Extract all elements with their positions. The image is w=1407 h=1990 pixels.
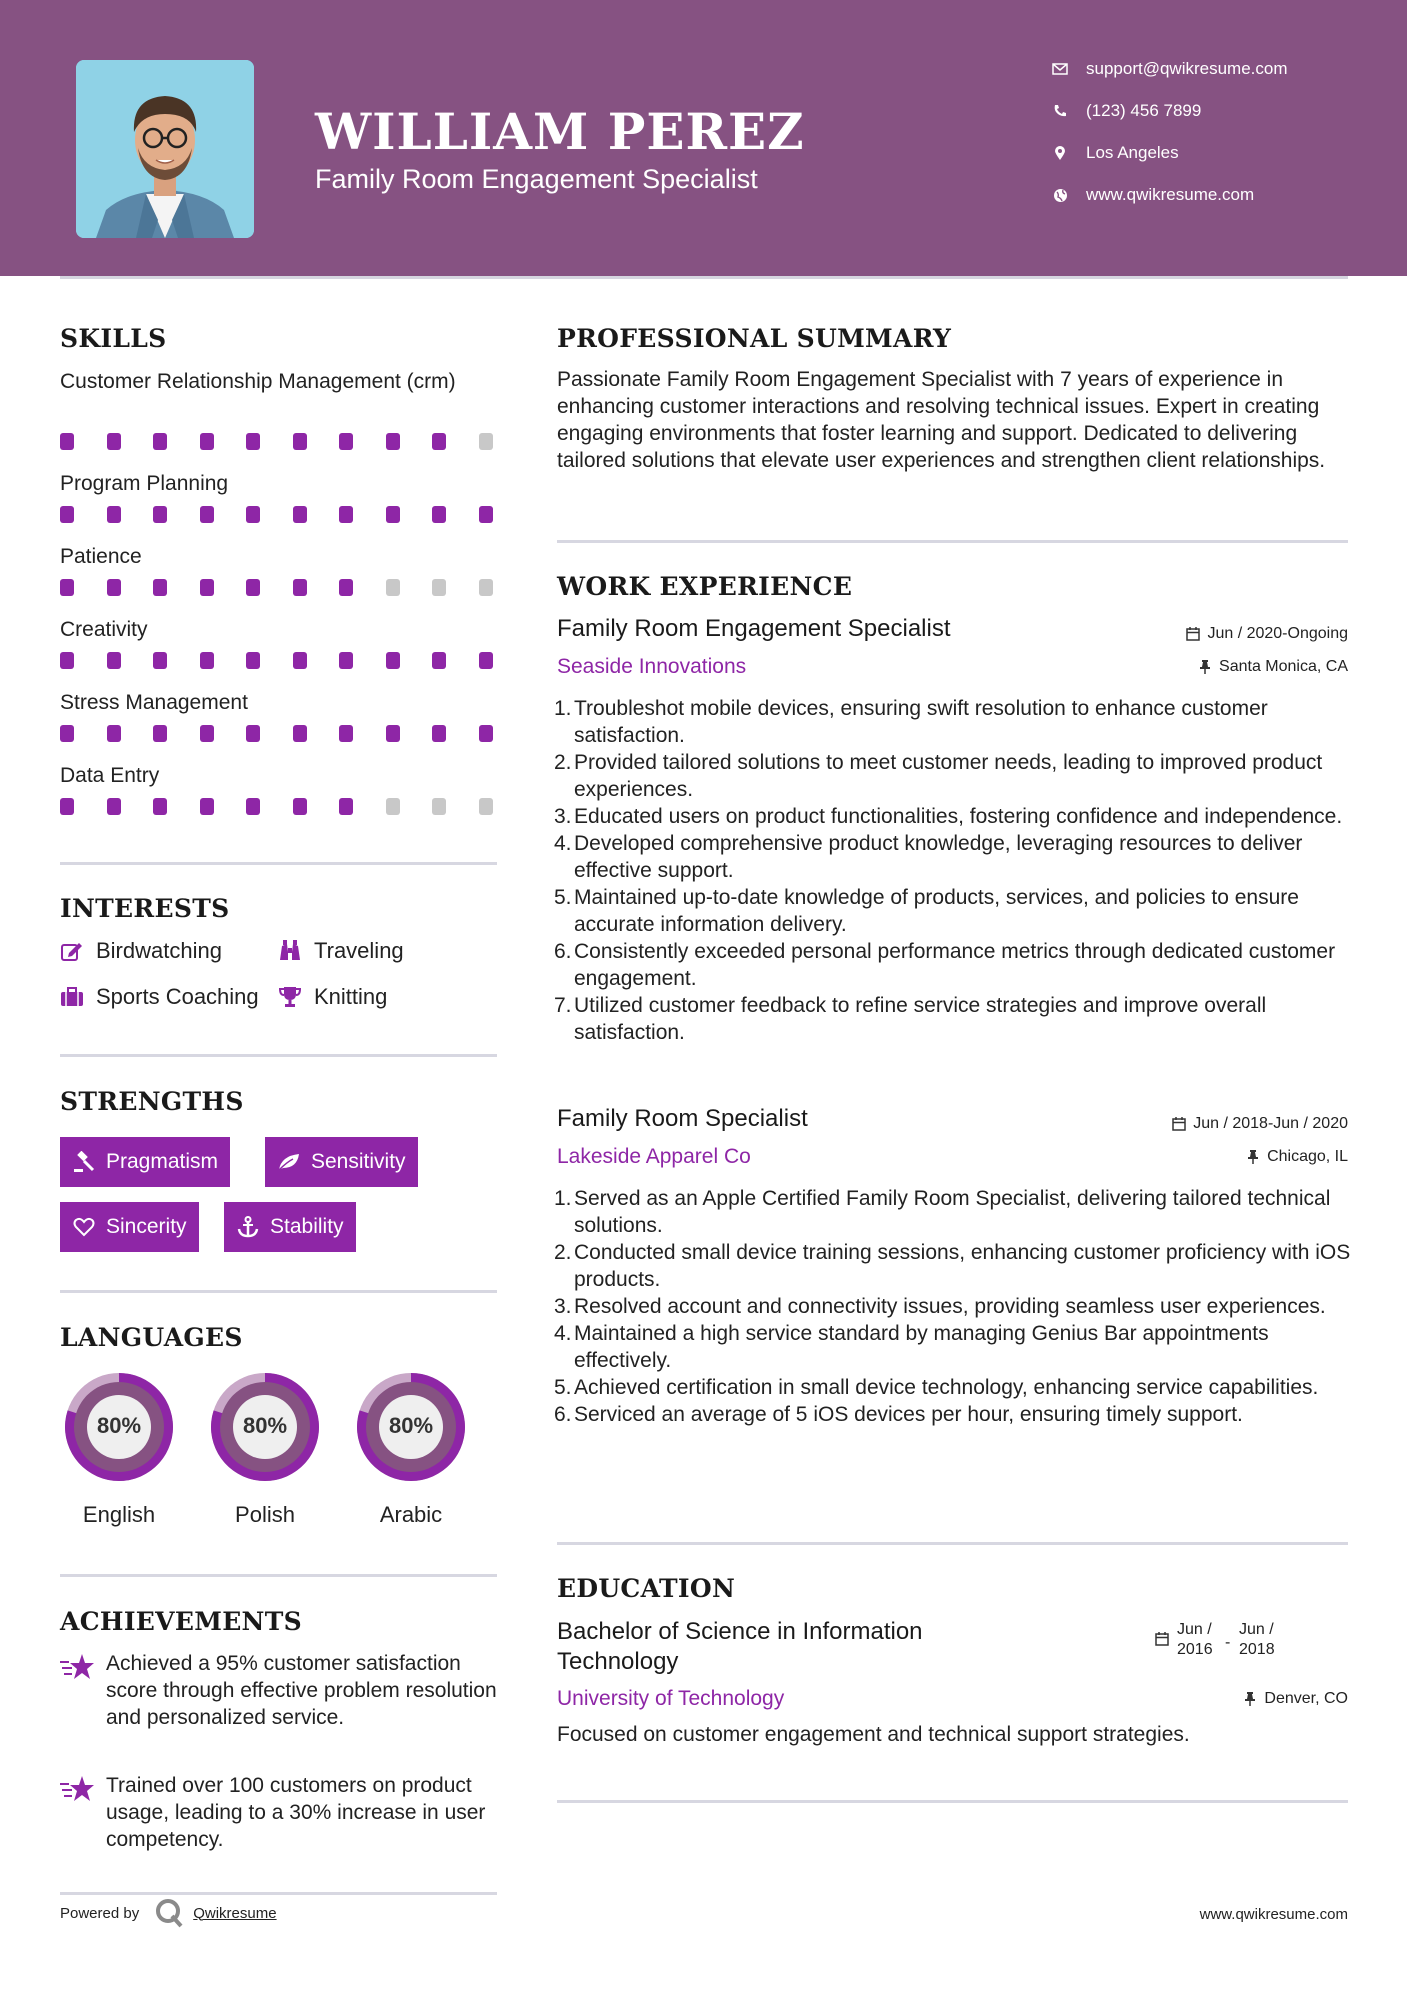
job-bullet	[554, 1320, 1354, 1374]
job-dates-text: Jun / 2020-Ongoing	[1207, 625, 1348, 642]
heart-icon	[72, 1215, 96, 1239]
rating-dot-filled	[153, 652, 167, 669]
language-gauge	[349, 1365, 473, 1494]
rating-dot-filled	[107, 725, 121, 742]
job-bullet	[554, 1374, 1354, 1401]
footer-powered-by	[60, 1898, 277, 1928]
phone-icon	[1050, 101, 1070, 121]
bullet-number: 3.	[554, 805, 572, 828]
job-dates	[1171, 1115, 1348, 1133]
bullet-text: Troubleshot mobile devices, ensuring swift resolution to enhance customer satisfaction.	[574, 697, 1268, 747]
candidate-role: Family Room Engagement Specialist	[315, 164, 758, 194]
rating-dot-filled	[386, 652, 400, 669]
strength-tag	[60, 1202, 199, 1252]
job-bullet	[554, 938, 1354, 992]
bullet-number: 6.	[554, 1403, 572, 1426]
rating-dot-filled	[153, 798, 167, 815]
rating-dot-filled	[107, 798, 121, 815]
language-label: Polish	[235, 1502, 295, 1527]
rating-dot-filled	[200, 579, 214, 596]
calendar-icon	[1155, 1632, 1177, 1660]
rating-dot-filled	[246, 433, 260, 450]
rating-dot-empty	[479, 798, 493, 815]
language-percent: 80%	[96, 1413, 142, 1438]
rating-dot-filled	[200, 506, 214, 523]
summary-title: PROFESSIONAL SUMMARY	[557, 324, 952, 353]
rating-dot-filled	[60, 579, 74, 596]
bullet-number: 4.	[554, 1322, 572, 1345]
education-start: Jun / 2016	[1177, 1621, 1213, 1658]
skill-rating	[60, 652, 525, 669]
bullet-text: Resolved account and connectivity issues, providing seamless user experiences.	[574, 1295, 1326, 1318]
skill-label: Creativity	[60, 618, 148, 641]
rating-dot-empty	[386, 798, 400, 815]
job-bullet	[554, 1185, 1354, 1239]
summary-text: Passionate Family Room Engagement Specialist with 7 years of experience in enhancing customer interactions and resolving technical issues. Expert in creating engaging environments that foster learning and support. Dedicated to delivering tailored solutions that elevate user experiences and strengthen client relationships.	[557, 368, 1326, 472]
contact-phone-text: (123) 456 7899	[1086, 101, 1202, 120]
rating-dot-filled	[479, 725, 493, 742]
rating-dot-filled	[339, 579, 353, 596]
contact-website-text: www.qwikresume.com	[1086, 185, 1255, 204]
rating-dot-filled	[153, 725, 167, 742]
globe-icon	[1050, 185, 1070, 205]
achievement-text: Trained over 100 customers on product usage, leading to a 30% increase in user competency.	[106, 1774, 486, 1851]
contact-phone[interactable]	[1050, 96, 1201, 126]
job-location	[1245, 1148, 1348, 1166]
rating-dot-filled	[293, 506, 307, 523]
job-bullet	[554, 695, 1354, 749]
rating-dot-filled	[479, 652, 493, 669]
interest-label: Traveling	[314, 938, 404, 963]
rating-dot-filled	[60, 506, 74, 523]
skill-rating	[60, 506, 525, 523]
rating-dot-filled	[153, 506, 167, 523]
job-bullet	[554, 992, 1354, 1046]
languages-title: LANGUAGES	[60, 1323, 243, 1352]
qwikresume-link[interactable]: Qwikresume	[193, 1904, 277, 1922]
language-gauge	[57, 1365, 181, 1494]
rating-dot-filled	[246, 506, 260, 523]
calendar-icon	[1171, 1116, 1187, 1132]
rating-dot-empty	[479, 433, 493, 450]
bullet-text: Consistently exceeded personal performance metrics through dedicated customer engagement.	[574, 940, 1336, 990]
job-title: Family Room Specialist	[557, 1105, 808, 1132]
job-bullets	[554, 695, 1354, 1046]
strength-tag	[265, 1137, 418, 1187]
rating-dot-filled	[339, 506, 353, 523]
job-bullet	[554, 830, 1354, 884]
rating-dot-filled	[153, 579, 167, 596]
language-label: English	[82, 1502, 156, 1527]
rating-dot-filled	[200, 652, 214, 669]
contact-email-text: support@qwikresume.com	[1086, 59, 1288, 78]
strength-tag	[60, 1137, 230, 1187]
interest-item	[60, 984, 259, 1010]
skill-label: Program Planning	[60, 472, 229, 495]
rating-dot-empty	[386, 579, 400, 596]
powered-by-text: Powered by	[60, 1904, 140, 1922]
contact-email[interactable]	[1050, 54, 1288, 84]
calendar-icon	[1185, 626, 1201, 642]
interest-label: Knitting	[314, 984, 388, 1009]
language-percent: 80%	[388, 1413, 434, 1438]
rating-dot-filled	[107, 579, 121, 596]
strength-label: Sensitivity	[311, 1150, 406, 1173]
gavel-icon	[72, 1150, 96, 1174]
rating-dot-filled	[339, 652, 353, 669]
language-percent: 80%	[242, 1413, 288, 1438]
envelope-icon	[1050, 59, 1070, 79]
pin-icon	[1197, 659, 1213, 675]
rating-dot-filled	[246, 725, 260, 742]
rating-dot-filled	[386, 725, 400, 742]
bullet-text: Provided tailored solutions to meet customer needs, leading to improved product experiences.	[574, 751, 1323, 801]
bullet-text: Utilized customer feedback to refine service strategies and improve overall satisfaction.	[574, 994, 1267, 1044]
rating-dot-filled	[200, 798, 214, 815]
job-bullet	[554, 1239, 1354, 1293]
achievement-item	[60, 1650, 500, 1731]
section-divider	[60, 1054, 497, 1057]
job-location-text: Chicago, IL	[1267, 1148, 1348, 1165]
rating-dot-filled	[200, 433, 214, 450]
bullet-number: 1.	[554, 1187, 572, 1210]
section-divider	[60, 1892, 497, 1895]
bullet-text: Served as an Apple Certified Family Room Specialist, delivering tailored technical solutions.	[574, 1187, 1331, 1237]
job-bullet	[554, 803, 1354, 830]
rating-dot-filled	[339, 433, 353, 450]
bullet-number: 2.	[554, 1241, 572, 1264]
rating-dot-filled	[386, 506, 400, 523]
rating-dot-filled	[432, 652, 446, 669]
job-dates-text: Jun / 2018-Jun / 2020	[1193, 1115, 1348, 1132]
school-name: University of Technology	[557, 1687, 785, 1710]
rating-dot-filled	[386, 433, 400, 450]
interest-label: Sports Coaching	[96, 984, 259, 1009]
rating-dot-filled	[200, 725, 214, 742]
language-gauge	[203, 1365, 327, 1494]
bullet-number: 1.	[554, 697, 572, 720]
star-icon	[60, 1652, 96, 1682]
education-location-text: Denver, CO	[1264, 1690, 1348, 1707]
education-dates	[1155, 1620, 1287, 1660]
interest-label: Birdwatching	[96, 938, 222, 963]
rating-dot-filled	[339, 725, 353, 742]
skill-rating	[60, 798, 525, 815]
rating-dot-filled	[432, 506, 446, 523]
section-divider	[557, 1800, 1348, 1803]
degree-title: Bachelor of Science in Information Technology	[557, 1618, 923, 1675]
pin-icon	[1245, 1149, 1261, 1165]
bullet-text: Serviced an average of 5 iOS devices per hour, ensuring timely support.	[574, 1403, 1243, 1426]
job-dates	[1185, 625, 1348, 643]
bullet-text: Maintained a high service standard by managing Genius Bar appointments effectively.	[574, 1322, 1269, 1372]
rating-dot-filled	[293, 725, 307, 742]
rating-dot-filled	[246, 798, 260, 815]
bullet-number: 5.	[554, 1376, 572, 1399]
date-separator: -	[1225, 1634, 1231, 1651]
education-title: EDUCATION	[557, 1574, 736, 1603]
rating-dot-filled	[432, 725, 446, 742]
anchor-icon	[236, 1215, 260, 1239]
rating-dot-filled	[60, 725, 74, 742]
job-bullets	[554, 1185, 1354, 1428]
section-divider	[60, 1290, 497, 1293]
rating-dot-filled	[153, 433, 167, 450]
job-title: Family Room Engagement Specialist	[557, 615, 951, 642]
skills-title: SKILLS	[60, 324, 167, 353]
job-location-text: Santa Monica, CA	[1219, 658, 1348, 675]
skill-label: Patience	[60, 545, 142, 568]
rating-dot-filled	[293, 433, 307, 450]
job-bullet	[554, 884, 1354, 938]
interest-item	[278, 984, 387, 1010]
rating-dot-filled	[339, 798, 353, 815]
bullet-number: 3.	[554, 1295, 572, 1318]
pencil-square-icon	[60, 939, 84, 963]
achievements-title: ACHIEVEMENTS	[60, 1607, 302, 1636]
education-description: Focused on customer engagement and technical support strategies.	[557, 1723, 1190, 1746]
section-divider	[60, 862, 497, 865]
leaf-icon	[277, 1150, 301, 1174]
star-icon	[60, 1774, 96, 1804]
footer-website[interactable]: www.qwikresume.com	[1199, 1906, 1348, 1923]
achievement-item	[60, 1772, 500, 1853]
bullet-number: 4.	[554, 832, 572, 855]
job-bullet	[554, 749, 1354, 803]
strength-label: Pragmatism	[106, 1150, 219, 1173]
bullet-text: Achieved certification in small device technology, enhancing service capabilities.	[574, 1376, 1319, 1399]
bullet-number: 2.	[554, 751, 572, 774]
rating-dot-filled	[107, 652, 121, 669]
bullet-number: 7.	[554, 994, 572, 1017]
rating-dot-filled	[246, 579, 260, 596]
skill-rating	[60, 725, 525, 742]
bullet-text: Educated users on product functionalities, fostering confidence and independence.	[574, 805, 1343, 828]
rating-dot-filled	[60, 798, 74, 815]
strengths-title: STRENGTHS	[60, 1087, 244, 1116]
candidate-name: WILLIAM PEREZ	[315, 102, 805, 161]
rating-dot-empty	[432, 798, 446, 815]
rating-dot-empty	[432, 579, 446, 596]
header-divider	[60, 276, 1348, 279]
achievement-text: Achieved a 95% customer satisfaction score through effective problem resolution and personalized service.	[106, 1652, 497, 1729]
section-divider	[557, 1542, 1348, 1545]
qwikresume-logo-icon	[155, 1898, 183, 1928]
pin-icon	[1242, 1691, 1258, 1707]
contact-location-text: Los Angeles	[1086, 143, 1179, 162]
education-end: Jun / 2018	[1239, 1621, 1275, 1658]
rating-dot-empty	[479, 579, 493, 596]
rating-dot-filled	[107, 506, 121, 523]
rating-dot-filled	[60, 433, 74, 450]
skill-rating	[60, 433, 525, 450]
skill-label: Stress Management	[60, 691, 248, 714]
experience-title: WORK EXPERIENCE	[557, 572, 853, 601]
rating-dot-filled	[479, 506, 493, 523]
education-location	[1242, 1690, 1348, 1708]
bullet-text: Developed comprehensive product knowledge, leveraging resources to deliver effective support.	[574, 832, 1303, 882]
skill-label: Customer Relationship Management (crm)	[60, 370, 456, 393]
company-name: Seaside Innovations	[557, 655, 747, 678]
trophy-icon	[278, 985, 302, 1009]
map-pin-icon	[1050, 143, 1070, 163]
resume-header	[0, 0, 1407, 276]
section-divider	[557, 540, 1348, 543]
rating-dot-filled	[293, 652, 307, 669]
contact-website[interactable]	[1050, 180, 1254, 210]
contact-location	[1050, 138, 1179, 168]
briefcase-icon	[60, 985, 84, 1009]
rating-dot-filled	[432, 433, 446, 450]
skill-label: Data Entry	[60, 764, 160, 787]
skill-rating	[60, 579, 525, 596]
interests-title: INTERESTS	[60, 894, 230, 923]
bullet-number: 6.	[554, 940, 572, 963]
bullet-text: Maintained up-to-date knowledge of products, services, and policies to ensure accurate information delivery.	[574, 886, 1299, 936]
bullet-text: Conducted small device training sessions, enhancing customer proficiency with iOS products.	[574, 1241, 1351, 1291]
rating-dot-filled	[293, 798, 307, 815]
job-bullet	[554, 1401, 1354, 1428]
language-label: Arabic	[379, 1502, 443, 1527]
rating-dot-filled	[60, 652, 74, 669]
strength-label: Sincerity	[106, 1215, 187, 1238]
interest-item	[60, 938, 222, 964]
section-divider	[60, 1574, 497, 1577]
interest-item	[278, 938, 404, 964]
job-location	[1197, 658, 1348, 676]
binoculars-icon	[278, 939, 302, 963]
strength-tag	[224, 1202, 356, 1252]
profile-photo	[76, 60, 254, 238]
rating-dot-filled	[293, 579, 307, 596]
rating-dot-filled	[246, 652, 260, 669]
company-name: Lakeside Apparel Co	[557, 1145, 751, 1168]
rating-dot-filled	[107, 433, 121, 450]
bullet-number: 5.	[554, 886, 572, 909]
job-bullet	[554, 1293, 1354, 1320]
strength-label: Stability	[270, 1215, 344, 1238]
